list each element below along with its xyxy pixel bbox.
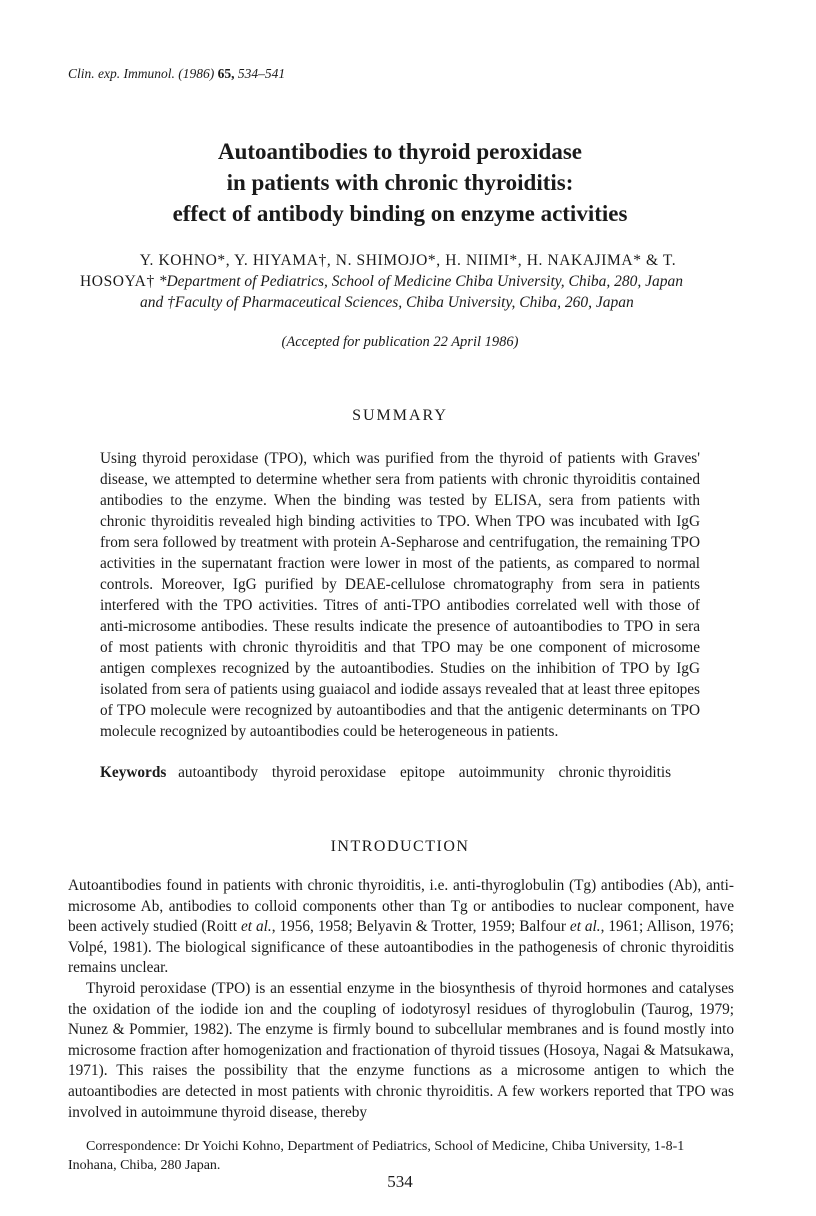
correspondence-footnote: Correspondence: Dr Yoichi Kohno, Department of Pediatrics, School of Medicine, Chiba University, 1-8-1 Inohana, Chiba, 280 Japan. <box>68 1139 685 1173</box>
introduction-heading: INTRODUCTION <box>330 838 470 855</box>
citation-year: (1986) <box>178 66 215 81</box>
keyword-item: thyroid peroxidase <box>271 764 387 781</box>
affiliation-pediatrics: *Department of Pediatrics, School of Medicine Chiba University, Chiba, 280, Japan <box>154 273 684 290</box>
page-number: 534 <box>387 1172 413 1191</box>
keyword-item: chronic thyroiditis <box>558 764 672 781</box>
citation-volume: 65, <box>217 66 235 81</box>
summary-heading: SUMMARY <box>352 407 448 424</box>
title-line: effect of antibody binding on enzyme activities <box>172 201 628 226</box>
author-block <box>80 250 736 313</box>
title-line: Autoantibodies to thyroid peroxidase <box>217 139 582 164</box>
citation-journal: Clin. exp. Immunol. <box>68 66 175 81</box>
author-names: Y. KOHNO*, Y. HIYAMA†, N. SHIMOJO*, H. NIIMI*, H. NAKAJIMA* & T. <box>139 252 677 269</box>
journal-citation <box>68 66 285 82</box>
intro-paragraph-1 <box>68 876 734 979</box>
et-al: et al. <box>240 918 272 936</box>
intro-p1-part: , 1961; Allison, 1976; Volpé, 1981). The biological significance of these autoantibodies in the pathogenesis of chronic thyroiditis remains unclear. <box>68 918 734 977</box>
intro-paragraph-2: Thyroid peroxidase (TPO) is an essential enzyme in the biosynthesis of thyroid hormones and catalyses the oxidation of the iodide ion and the coupling of iodotyrosyl residues of thyroglobulin (Taurog, 1979; Nunez & Pommier, 1982). The enzyme is firmly bound to subcellular membranes and is found mostly into microsome fraction after homogenization and fractionation of thyroid tissues (Hosoya, Nagai & Matsukawa, 1971). This raises the possibility that the enzyme functions as a microsome antigen to which the autoantibodies are detected in most patients with chronic thyroiditis. A few workers reported that TPO was involved in autoimmune thyroid disease, thereby <box>68 979 734 1121</box>
keyword-item: epitope <box>399 764 445 781</box>
summary-text: Using thyroid peroxidase (TPO), which was purified from the thyroid of patients with Graves' disease, we attempted to determine whether sera from patients with chronic thyroiditis contained antibodies to the enzyme. When the binding was tested by ELISA, sera from patients with chronic thyroiditis revealed high binding activities to TPO. When TPO was incubated with IgG from sera followed by treatment with protein A-Sepharose and centrifugation, the remaining TPO activities in the supernatant fraction were lower in most of the patients, as compared to normal controls. Moreover, IgG purified by DEAE-cellulose chromatography from sera in patients interfered with the TPO activities. Titres of anti-TPO antibodies correlated well with those of anti-microsome antibodies. These results indicate the presence of autoantibodies to TPO in sera of most patients with chronic thyroiditis and that TPO may be one component of microsome antigen complexes recognized by the autoantibodies. Studies on the inhibition of TPO by IgG isolated from sera of patients using guaiacol and iodide assays revealed that at least three epitopes of TPO molecule were recognized by autoantibodies and that the antigenic determinants on TPO molecule recognized by autoantibodies could be heterogeneous in patients. <box>100 450 700 740</box>
keyword-item: autoimmunity <box>458 764 545 781</box>
introduction-body <box>68 876 734 1123</box>
citation-pages: 534–541 <box>237 66 286 81</box>
author-affiliation-2: and †Faculty of Pharmaceutical Sciences, Chiba University, Chiba, 260, Japan <box>140 294 634 311</box>
et-al: et al. <box>569 918 601 936</box>
title-line: in patients with chronic thyroiditis: <box>226 170 574 195</box>
accepted-date: (Accepted for publication 22 April 1986) <box>281 334 519 350</box>
keyword-item: autoantibody <box>178 764 258 781</box>
intro-p1-part: Autoantibodies found in patients with chronic thyroiditis, i.e. anti-thyroglobulin (Tg) antibodies (Ab), anti-microsome Ab, antibodies to colloid components other than Tg or antibodies to nuclear component, have been actively studied (Roitt <box>68 877 734 936</box>
author-name-hosoya: HOSOYA† <box>80 273 155 290</box>
keywords <box>100 762 700 783</box>
author-affiliation-1 <box>80 271 736 292</box>
intro-p1-part: , 1956, 1958; Belyavin & Trotter, 1959; Balfour <box>271 918 570 936</box>
keywords-label: Keywords <box>100 764 167 781</box>
article-title <box>100 136 700 229</box>
